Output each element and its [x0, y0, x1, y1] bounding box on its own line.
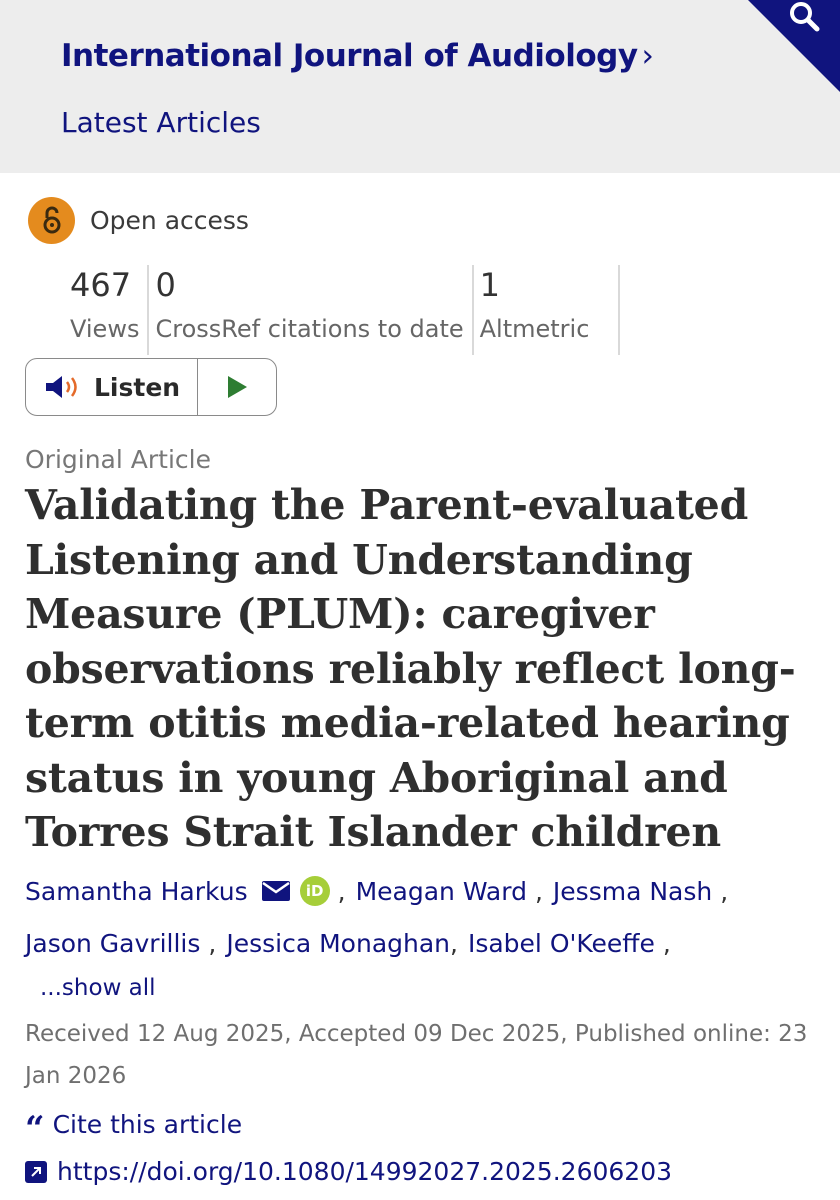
quote-icon: “ — [25, 1109, 45, 1149]
article-title — [25, 478, 815, 860]
title-line: Validating the Parent-evaluated — [25, 481, 749, 529]
title-line: observations reliably reflect long- — [25, 644, 796, 693]
author-link[interactable]: Jason Gavrillis — [25, 928, 201, 958]
title-line: term otitis media-related hearing — [25, 699, 790, 747]
speaker-icon — [44, 374, 84, 400]
listen-widget — [25, 358, 277, 416]
metric-views — [70, 265, 145, 355]
journal-title-link[interactable] — [61, 38, 653, 74]
cite-label: Cite this article — [52, 1110, 243, 1139]
open-access-lock-icon — [28, 197, 75, 244]
journal-header — [0, 0, 840, 173]
search-button[interactable] — [748, 0, 840, 92]
article-type: Original Article — [25, 445, 211, 474]
article-card — [0, 173, 840, 1200]
author-separator: , — [720, 876, 729, 906]
author-separator: , — [450, 928, 458, 958]
orcid-icon[interactable]: iD — [300, 876, 330, 906]
divider — [472, 265, 474, 355]
play-icon — [225, 375, 249, 399]
metric-value: 1 — [479, 266, 500, 304]
article-metrics — [70, 265, 626, 355]
author-separator: , — [337, 876, 346, 906]
title-line: Measure (PLUM): caregiver — [25, 590, 655, 638]
listen-label: Listen — [94, 372, 181, 402]
chevron-right-icon: › — [641, 38, 654, 74]
author-link[interactable]: Jessma Nash — [552, 876, 713, 906]
metric-altmetric[interactable] — [480, 265, 616, 355]
title-line: Torres Strait Islander children — [25, 808, 722, 856]
author-link[interactable]: Meagan Ward — [355, 876, 527, 906]
author-list — [25, 865, 825, 969]
author-link[interactable]: Samantha Harkus — [25, 876, 248, 906]
doi-url: https://doi.org/10.1080/14992027.2025.2606203 — [57, 1157, 673, 1186]
author-line — [25, 917, 825, 969]
metric-label: Altmetric — [479, 315, 590, 343]
author-link[interactable]: Isabel O'Keeffe — [467, 928, 655, 958]
publication-dates — [25, 1013, 825, 1097]
play-button[interactable] — [198, 359, 276, 415]
dates-line: Received 12 Aug 2025, Accepted 09 Dec 2025, Published online: 23 — [25, 1021, 808, 1047]
dates-line: Jan 2026 — [25, 1063, 127, 1089]
metric-crossref[interactable] — [155, 265, 469, 355]
show-all-authors-link[interactable]: ...show all — [40, 975, 156, 1001]
author-separator: , — [662, 928, 671, 958]
open-access-indicator — [28, 197, 249, 243]
section-link-latest-articles[interactable]: Latest Articles — [61, 106, 261, 139]
divider — [618, 265, 620, 355]
author-separator: , — [534, 876, 543, 906]
title-line: status in young Aboriginal and — [25, 753, 728, 802]
author-separator: , — [208, 928, 217, 958]
metric-label: Views — [70, 315, 140, 343]
author-link[interactable]: Jessica Monaghan — [226, 928, 451, 958]
title-line: Listening and Understanding — [25, 535, 693, 584]
listen-button[interactable] — [26, 359, 198, 415]
mail-icon[interactable] — [262, 881, 290, 901]
external-link-icon — [25, 1161, 47, 1183]
doi-link[interactable] — [25, 1157, 672, 1186]
search-icon — [784, 0, 828, 44]
divider — [147, 265, 149, 355]
metric-value: 467 — [70, 266, 132, 304]
metric-label: CrossRef citations to date — [155, 315, 464, 343]
author-line — [25, 865, 825, 917]
metric-value: 0 — [155, 266, 176, 304]
journal-title: International Journal of Audiology — [61, 38, 638, 74]
open-access-label: Open access — [90, 205, 249, 235]
cite-article-link[interactable] — [25, 1107, 243, 1149]
